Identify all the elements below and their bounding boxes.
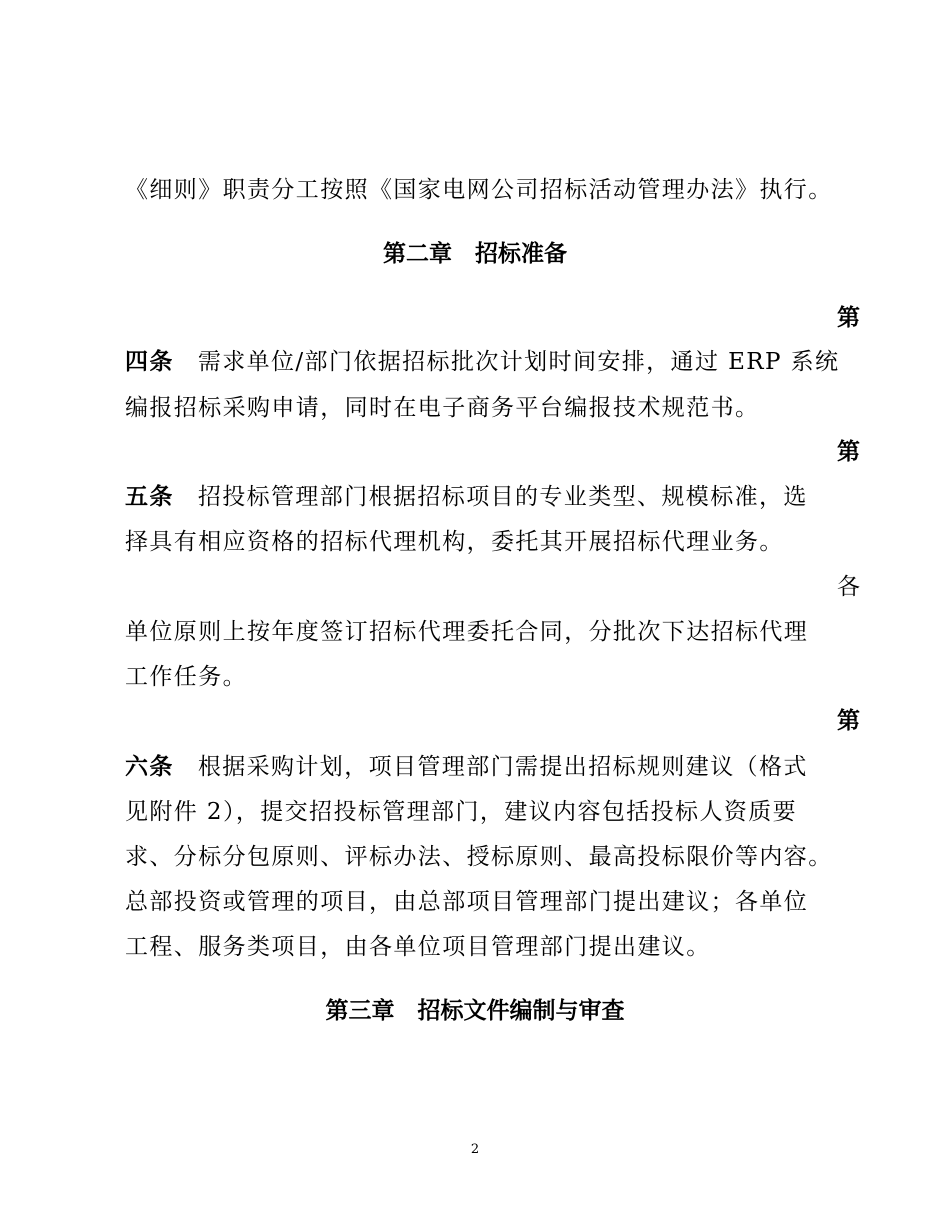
article-4-prefix: 第 bbox=[837, 305, 860, 331]
paragraph-line: 单位原则上按年度签订招标代理委托合同，分批次下达招标代理 bbox=[125, 619, 809, 645]
article-5-line bbox=[125, 482, 835, 512]
paragraph-line: 求、分标分包原则、评标办法、授标原则、最高投标限价等内容。 bbox=[125, 844, 833, 870]
article-6-prefix: 第 bbox=[837, 708, 860, 734]
paragraph-line: 见附件 2），提交招投标管理部门，建议内容包括投标人资质要 bbox=[125, 799, 798, 825]
paragraph-line: 总部投资或管理的项目，由总部项目管理部门提出建议；各单位 bbox=[125, 889, 809, 915]
paragraph-line: 工程、服务类项目，由各单位项目管理部门提出建议。 bbox=[125, 934, 711, 960]
article-4-line bbox=[125, 347, 840, 377]
article-5-prefix: 第 bbox=[837, 439, 860, 465]
article-6-text: 根据采购计划，项目管理部门需提出招标规则建议（格式 bbox=[197, 754, 808, 780]
paragraph-line: 编报招标采购申请，同时在电子商务平台编报技术规范书。 bbox=[125, 395, 760, 421]
paragraph-line: 择具有相应资格的招标代理机构，委托其开展招标代理业务。 bbox=[125, 529, 784, 555]
article-5-label: 五条 bbox=[125, 484, 174, 510]
paragraph-line-wrapped-char: 各 bbox=[837, 574, 860, 600]
article-5-text: 招投标管理部门根据招标项目的专业类型、规模标准，选 bbox=[197, 484, 808, 510]
article-4-text: 需求单位/部门依据招标批次计划时间安排，通过 ERP 系统 bbox=[197, 349, 840, 375]
chapter-heading-3: 第三章 招标文件编制与审查 bbox=[325, 998, 625, 1024]
page-number: 2 bbox=[470, 1142, 480, 1157]
article-6-line bbox=[125, 752, 835, 782]
chapter-heading-2: 第二章 招标准备 bbox=[383, 241, 567, 267]
article-4-label: 四条 bbox=[125, 349, 174, 375]
paragraph-line: 《细则》职责分工按照《国家电网公司招标活动管理办法》执行。 bbox=[125, 177, 833, 203]
paragraph-line: 工作任务。 bbox=[125, 664, 247, 690]
article-6-label: 六条 bbox=[125, 754, 174, 780]
